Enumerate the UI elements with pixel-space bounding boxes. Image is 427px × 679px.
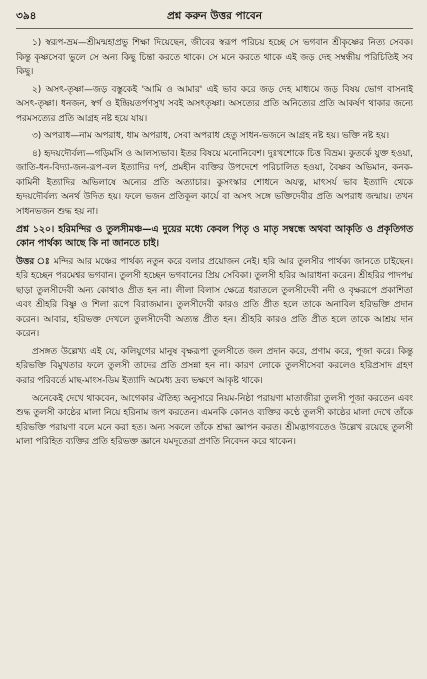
page-header xyxy=(16,6,413,29)
answer-text: মন্দির আর মঞ্চের পার্থক্য নতুন করে বলার প্রয়োজন নেই। হরি আর তুলসীর পার্থক্য জানতে চাইছেন। হরি হচ্ছেন পরমেশ্বর ভগবান। তুলসী হচ্ছেন ভগবানের প্রিয় সেবিকা। তুলসী হরির আরাধনা করেন। শ্রীহরির পাদপদ্ম ছাড়া তুলসীদেবী অন্য কোথাও প্রীত হন না। লীলা বিলাস ক্ষেত্রে ধরাতলে তুলসীদেবী নদী ও বৃক্ষরূপে প্রকাশিতা এবং শ্রীহরি বিষ্ণু ও শিলা রূপে বিরাজমান। তুলসীদেবী কারও প্রতি প্রীত হলে তাকে অনাবিল হরিভক্তি প্রদান করেন। আবার, হরিভক্ত দেখলে তুলসীদেবী অত্যন্ত প্রীত হন। শ্রীহরি কারও প্রতি প্রীত হলে তাকে আশ্রয় দান করেন। xyxy=(16,256,413,340)
paragraph-kaliyuga-tulsi: প্রসঙ্গত উল্লেখ্য এই যে, কলিযুগের মানুষ বৃক্ষরূপা তুলসীতে জল প্রদান করে, প্রণাম করে, পূজা করে। কিন্তু হরিভক্তি বিমুখতার ফলে তুলসী তাদের প্রতি প্রসন্না হন না। কারণ লোকে তুলসীসেবা করলেও হরিপ্রসাদ গ্রহণ করার পরিবর্তে মাছ-মাংস-ডিম ইত্যাদি অমেধ্য দ্রব্য ভক্ষণে আকৃষ্ট থাকে। xyxy=(16,346,413,387)
page-number: ৩৯৪ xyxy=(16,9,37,22)
paragraph-tulsi-mala: অনেকেই দেখে থাকবেন, আগেকার ঐতিহ্য অনুসারে নিয়ম-নিষ্ঠা পরায়ণা মাতাজীরা তুলসী পূজা করতেন এবং শুদ্ধ তুলসী কাষ্ঠের মালা নিয়ে হরিনাম জপ করতেন। এমনকি কোনও ব্যক্তির কণ্ঠে তুলসী কাষ্ঠের মালা দেখে তাঁকে হরিভক্তি পরায়ণা বলে মনে করা হত। অন্য সকলে তাঁকে শ্রদ্ধা জ্ঞাপন করত। শ্রীমদ্ভাগবতেও উল্লেখ রয়েছে তুলসী মালা পরিহিত ব্যক্তির প্রতি হরিভক্ত জ্ঞানে যমদূতেরা প্রণতি নিবেদন করে থাকেন। xyxy=(16,393,413,448)
paragraph-asat-trishna: ২) অসৎ-তৃষ্ণা—জড় বস্তুকেই 'আমি ও আমার' এই ভাব করে জড় দেহ মাধ্যমে জড় বিষয় ভোগ বাসনাই অসৎ-তৃষ্ণা। ধনজন, স্বর্গ ও ইন্দ্রিয়তর্পণসুখ সবই অসৎতৃষ্ণা। অসত্যের প্রতি অনিত্যের প্রতি আকর্ষণ থাকার জন্যে পরমসত্যের প্রতি আগ্রহ নষ্ট হয়ে যায়। xyxy=(16,84,413,124)
answer-label: উত্তর ঃ xyxy=(16,256,51,267)
running-title: প্রশ্ন করুন উত্তর পাবেন xyxy=(166,9,263,22)
paragraph-aparadha: ৩) অপরাধ—নাম অপরাধ, ধাম অপরাধ, সেবা অপরাধ হেতু সাধন-ভজনে আগ্রহ নষ্ট হয়। ভক্তি নষ্ট হয়। xyxy=(32,131,390,142)
question-120: প্রশ্ন ১২০। হরিমন্দির ও তুলসীমঞ্চ—এ দুয়ের মধ্যে কেবল পিতৃ ও মাতৃ সম্বন্ধে অথবা আকৃতি ও প্রকৃতিগত কোন পার্থক্য আছে কি না জানতে চাই। xyxy=(16,223,413,250)
paragraph-svarupa-bhrama: ১) স্বরূপ-ভ্রম—শ্রীমন্মহাপ্রভু শিক্ষা দিয়েছেন, জীবের স্বরূপ পরিচয় হচ্ছে সে ভগবান শ্রীকৃষ্ণের নিত্য সেবক। কিন্তু কৃষ্ণসেবা ভুলে সে অন্য কিছু চিন্তা করতে থাকে। সে মনে করতে থাকে এই জড় দেহ সম্বন্ধীয় পরিচিতিই সব কিছু। xyxy=(16,38,413,78)
paragraph-hridaya-daurbalya: ৪) হৃদয়দৌর্বল্য—গড়িমসি ও আলস্যভাব। ইতর বিষয়ে মনোনিবেশ। দুঃখশোকে চিত্ত বিভ্রম। কুতর্কে যুক্ত হওয়া, জাতি-ধন-বিদ্যা-জন-রূপ-বল ইত্যাদির দর্প, প্রমহীন ব্যক্তির উপদেশে পরিচালিত হওয়া, বৈষ্ণব অভিমান, কনক-কামিনী ইত্যাদির অভিলাষে অন্যের প্রতি অত্যাচার। কুসংস্কার শোধনে অযত্ন, মাৎসর্য ভাব ইত্যাদি থেকে হৃদয়দৌর্বল্য অনর্থ উদিত হয়। ফলে ভজন প্রতিকূল কার্যে বা অসৎ সঙ্গে ভক্তিদেবীর প্রতি অপরাধ জন্মায়। তখন সাধনভজন শুদ্ধ হয় না। xyxy=(16,148,413,218)
answer-paragraph xyxy=(16,255,413,342)
